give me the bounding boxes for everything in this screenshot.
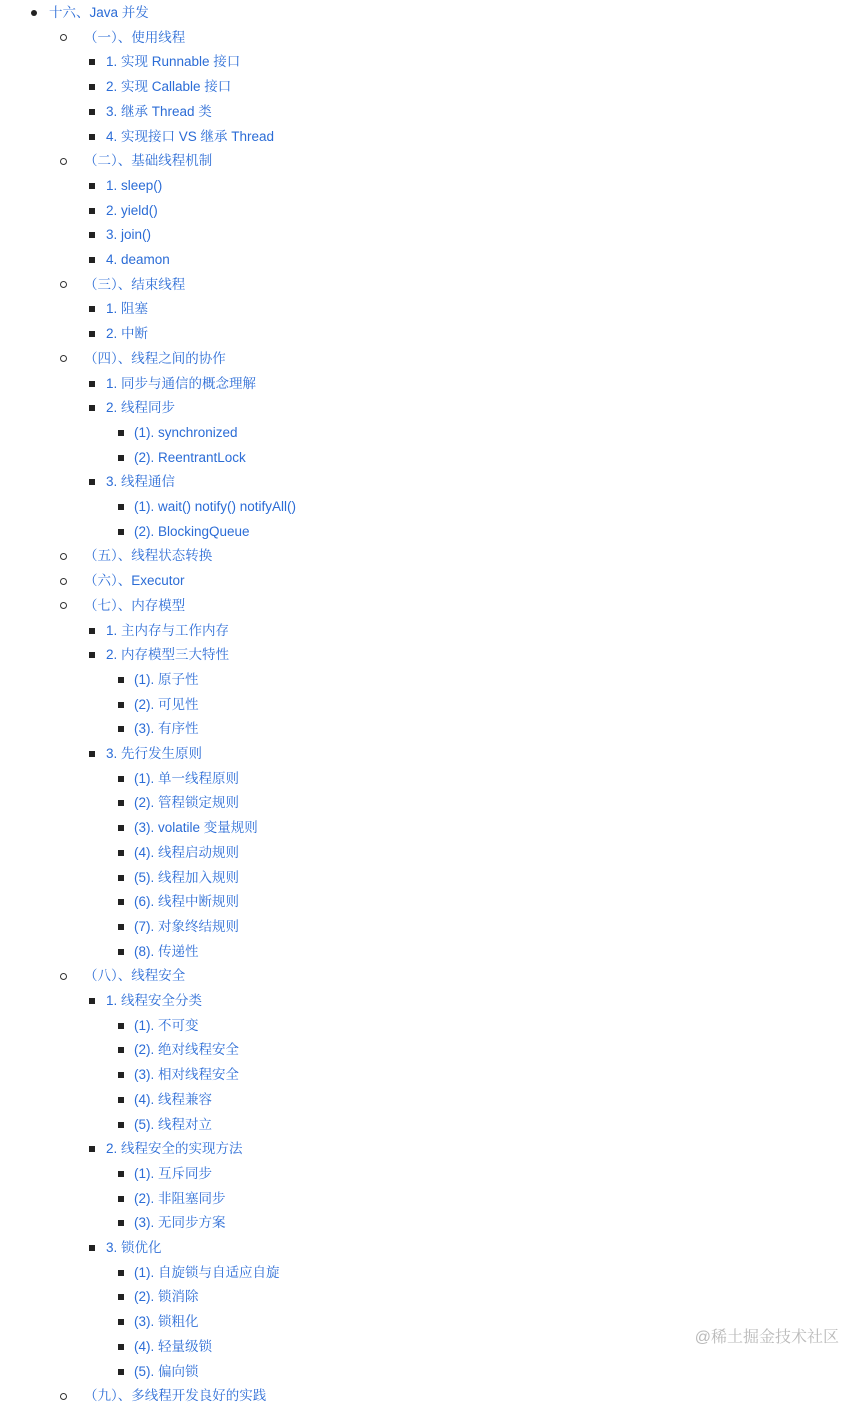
toc-link[interactable]: 1. 同步与通信的概念理解 bbox=[106, 375, 257, 391]
toc-link[interactable]: （二）、基础线程机制 bbox=[84, 153, 213, 169]
bullet-icon bbox=[118, 529, 124, 535]
bullet-icon bbox=[89, 208, 95, 214]
toc-link[interactable]: 2. 线程安全的实现方法 bbox=[106, 1141, 243, 1157]
toc-link[interactable]: 2. 内存模型三大特性 bbox=[106, 647, 230, 663]
bullet-icon bbox=[89, 751, 95, 757]
bullet-icon bbox=[118, 1294, 124, 1300]
bullet-icon bbox=[118, 504, 124, 510]
bullet-icon bbox=[89, 652, 95, 658]
bullet-icon bbox=[89, 134, 95, 140]
toc-link[interactable]: （九）、多线程开发良好的实践 bbox=[84, 1388, 267, 1404]
bullet-icon bbox=[60, 281, 67, 288]
toc-link[interactable]: (3). 无同步方案 bbox=[134, 1215, 226, 1231]
bullet-icon bbox=[89, 257, 95, 263]
bullet-icon bbox=[60, 578, 67, 585]
toc-link[interactable]: 2. 中断 bbox=[106, 326, 149, 342]
toc-link[interactable]: (4). 线程兼容 bbox=[134, 1091, 213, 1107]
bullet-icon bbox=[118, 800, 124, 806]
toc-link[interactable]: （四）、线程之间的协作 bbox=[84, 350, 226, 366]
bullet-icon bbox=[118, 875, 124, 881]
bullet-icon bbox=[60, 34, 67, 41]
toc-link[interactable]: (2). 非阻塞同步 bbox=[134, 1190, 226, 1206]
toc-link[interactable]: 2. yield() bbox=[106, 202, 158, 218]
bullet-icon bbox=[31, 10, 37, 16]
toc-link[interactable]: (3). 锁粗化 bbox=[134, 1314, 199, 1330]
bullet-icon bbox=[118, 1319, 124, 1325]
bullet-icon bbox=[89, 59, 95, 65]
toc-link[interactable]: 2. 线程同步 bbox=[106, 400, 176, 416]
toc-link[interactable]: (1). wait() notify() notifyAll() bbox=[134, 499, 297, 514]
toc-link[interactable]: 3. 先行发生原则 bbox=[106, 746, 203, 761]
toc-link[interactable]: (5). 线程对立 bbox=[134, 1116, 213, 1132]
bullet-icon bbox=[89, 306, 95, 312]
toc-link[interactable]: （一）、使用线程 bbox=[84, 29, 186, 45]
bullet-icon bbox=[89, 381, 95, 387]
toc-link[interactable]: （八）、线程安全 bbox=[84, 968, 186, 984]
toc-link[interactable]: (5). 偏向锁 bbox=[134, 1363, 199, 1379]
bullet-icon bbox=[89, 109, 95, 115]
toc-link[interactable]: (2). BlockingQueue bbox=[134, 523, 250, 539]
toc-link[interactable]: (4). 线程启动规则 bbox=[134, 844, 240, 860]
toc-link[interactable]: (1). 不可变 bbox=[134, 1017, 199, 1033]
toc-link[interactable]: (3). volatile 变量规则 bbox=[134, 820, 258, 836]
bullet-icon bbox=[118, 899, 124, 905]
toc-title-link[interactable]: 十六、Java 并发 bbox=[49, 5, 149, 20]
toc-link[interactable]: 4. 实现接口 VS 继承 Thread bbox=[106, 128, 275, 144]
bullet-icon bbox=[118, 924, 124, 930]
bullet-icon bbox=[118, 1023, 124, 1029]
toc-link[interactable]: (1). 互斥同步 bbox=[134, 1165, 213, 1181]
bullet-icon bbox=[60, 1393, 67, 1400]
bullet-icon bbox=[118, 455, 124, 461]
bullet-icon bbox=[60, 355, 67, 362]
bullet-icon bbox=[118, 1097, 124, 1103]
watermark: @稀土掘金技术社区 bbox=[694, 1329, 839, 1346]
bullet-icon bbox=[118, 1220, 124, 1226]
bullet-icon bbox=[89, 998, 95, 1004]
bullet-icon bbox=[118, 1369, 124, 1375]
bullet-icon bbox=[89, 1245, 95, 1251]
toc-link[interactable]: (2). 可见性 bbox=[134, 696, 199, 712]
toc-link[interactable]: (5). 线程加入规则 bbox=[134, 869, 240, 885]
toc-link[interactable]: 1. 线程安全分类 bbox=[106, 993, 203, 1008]
toc-link[interactable]: (7). 对象终结规则 bbox=[134, 918, 240, 934]
bullet-icon bbox=[89, 84, 95, 90]
toc-link[interactable]: 3. 锁优化 bbox=[106, 1240, 162, 1255]
toc-link[interactable]: (1). 自旋锁与自适应自旋 bbox=[134, 1264, 280, 1280]
toc-link[interactable]: 1. 阻塞 bbox=[106, 301, 149, 317]
toc-link[interactable]: 1. 主内存与工作内存 bbox=[106, 622, 230, 638]
toc-link[interactable]: 3. join() bbox=[106, 227, 152, 243]
bullet-icon bbox=[60, 602, 67, 609]
bullet-icon bbox=[89, 405, 95, 411]
toc-link[interactable]: 4. deamon bbox=[106, 252, 170, 267]
toc-link[interactable]: (2). 管程锁定规则 bbox=[134, 795, 240, 811]
bullet-icon bbox=[118, 825, 124, 831]
bullet-icon bbox=[118, 949, 124, 955]
bullet-icon bbox=[118, 1344, 124, 1350]
bullet-icon bbox=[118, 702, 124, 708]
toc-link[interactable]: 2. 实现 Callable 接口 bbox=[106, 79, 232, 95]
toc-link[interactable]: 3. 线程通信 bbox=[106, 474, 176, 490]
toc-link[interactable]: 1. sleep() bbox=[106, 177, 163, 193]
bullet-icon bbox=[118, 430, 124, 436]
toc-link[interactable]: (1). synchronized bbox=[134, 424, 238, 440]
toc-link[interactable]: 1. 实现 Runnable 接口 bbox=[106, 54, 241, 70]
bullet-icon bbox=[89, 628, 95, 634]
toc-link[interactable]: 3. 继承 Thread 类 bbox=[106, 103, 212, 119]
bullet-icon bbox=[118, 726, 124, 732]
bullet-icon bbox=[89, 183, 95, 189]
bullet-icon bbox=[118, 776, 124, 782]
toc-link[interactable]: (2). 绝对线程安全 bbox=[134, 1042, 240, 1058]
bullet-icon bbox=[89, 479, 95, 485]
toc-link[interactable]: (2). 锁消除 bbox=[134, 1289, 199, 1305]
toc-link[interactable]: (3). 有序性 bbox=[134, 721, 199, 737]
bullet-icon bbox=[118, 850, 124, 856]
bullet-icon bbox=[60, 158, 67, 165]
toc-link[interactable]: (1). 原子性 bbox=[134, 671, 199, 687]
bullet-icon bbox=[89, 331, 95, 337]
toc-link[interactable]: （五）、线程状态转换 bbox=[84, 548, 213, 564]
bullet-icon bbox=[118, 677, 124, 683]
toc-link[interactable]: （七）、内存模型 bbox=[84, 597, 186, 613]
bullet-icon bbox=[89, 1146, 95, 1152]
bullet-icon bbox=[118, 1072, 124, 1078]
toc-link[interactable]: (1). 单一线程原则 bbox=[134, 770, 240, 786]
toc-link[interactable]: (8). 传递性 bbox=[134, 943, 199, 959]
bullet-icon bbox=[118, 1047, 124, 1053]
bullet-icon bbox=[118, 1270, 124, 1276]
bullet-icon bbox=[60, 553, 67, 560]
toc-link[interactable]: （三）、结束线程 bbox=[84, 276, 186, 292]
toc-link[interactable]: (3). 相对线程安全 bbox=[134, 1067, 240, 1083]
toc-link[interactable]: (4). 轻量级锁 bbox=[134, 1338, 213, 1354]
toc-link[interactable]: (2). ReentrantLock bbox=[134, 449, 246, 465]
bullet-icon bbox=[118, 1171, 124, 1177]
bullet-icon bbox=[89, 232, 95, 238]
bullet-icon bbox=[118, 1122, 124, 1128]
toc-link[interactable]: （六）、Executor bbox=[84, 573, 185, 589]
bullet-icon bbox=[118, 1196, 124, 1202]
bullet-icon bbox=[60, 973, 67, 980]
toc-link[interactable]: (6). 线程中断规则 bbox=[134, 894, 240, 910]
